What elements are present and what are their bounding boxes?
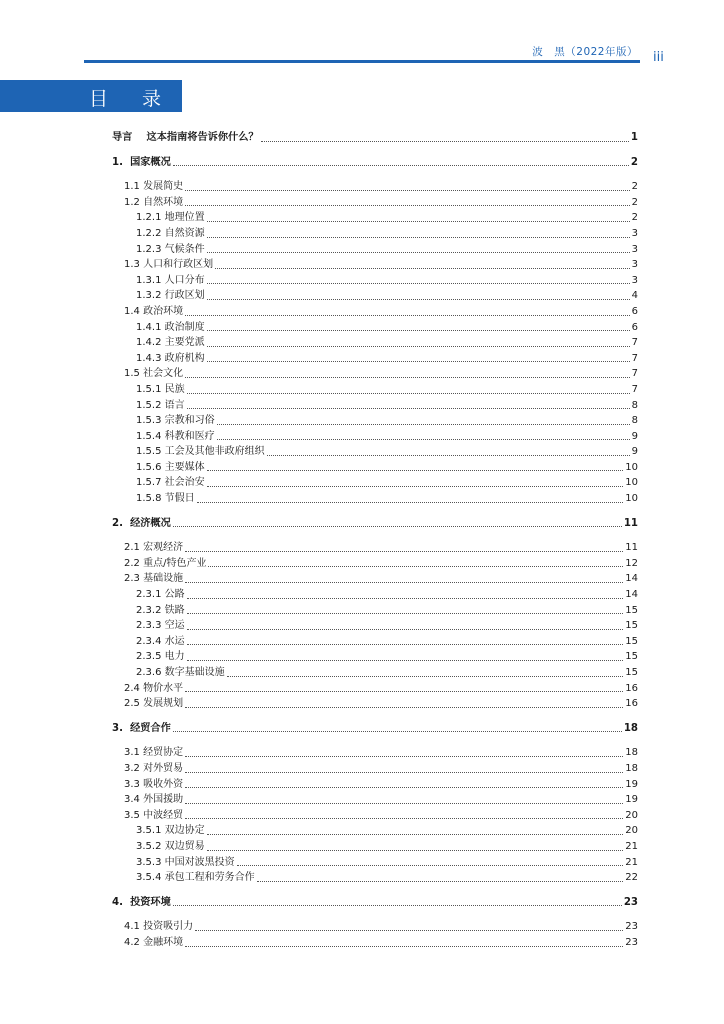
toc-entry-label: 政治环境 — [143, 305, 184, 317]
toc-entry-label: 社会文化 — [143, 368, 184, 380]
toc-entry-page: 14 — [625, 589, 638, 601]
toc-entry-page: 10 — [625, 477, 638, 489]
toc-entry-page: 19 — [625, 794, 638, 806]
toc-entry-label: 宏观经济 — [143, 542, 184, 554]
toc-entry-page: 9 — [631, 430, 638, 442]
toc-entry-page: 18 — [623, 722, 638, 734]
toc-entry-leader-dots — [187, 629, 624, 630]
toc-entry-label: 金融环境 — [143, 936, 184, 948]
toc-entry[interactable] — [112, 444, 638, 460]
table-of-contents — [112, 130, 638, 951]
toc-entry-page: 15 — [625, 667, 638, 678]
toc-entry-leader-dots — [215, 268, 630, 269]
toc-entry-leader-dots — [185, 946, 623, 947]
toc-entry-number: 2.3.3 — [136, 620, 165, 632]
toc-entry-page: 18 — [625, 762, 638, 774]
toc-entry-page: 4 — [631, 290, 638, 302]
toc-entry[interactable] — [112, 288, 638, 304]
toc-entry[interactable] — [112, 320, 638, 336]
toc-entry-number: 2.3.1 — [136, 589, 165, 601]
toc-entry-page: 3 — [631, 227, 638, 239]
toc-entry[interactable] — [112, 460, 638, 476]
toc-entry-label: 政府机构 — [164, 352, 205, 364]
toc-entry-number: 3. — [112, 722, 131, 734]
toc-entry-leader-dots — [173, 731, 622, 732]
toc-entry-number: 1.5 — [124, 368, 144, 380]
toc-entry-number: 2.1 — [124, 542, 144, 554]
header-rule — [84, 60, 640, 63]
toc-entry-page: 6 — [631, 305, 638, 317]
toc-entry-number: 2.3.5 — [136, 651, 165, 663]
toc-entry-leader-dots — [185, 818, 623, 819]
toc-entry[interactable] — [112, 603, 638, 619]
toc-entry-number: 1.2.1 — [136, 212, 165, 224]
toc-entry-leader-dots — [237, 865, 624, 866]
toc-entry[interactable] — [112, 745, 638, 761]
toc-entry-page: 9 — [631, 446, 638, 458]
toc-entry[interactable] — [112, 792, 638, 808]
toc-entry-label: 物价水平 — [143, 682, 184, 694]
toc-entry[interactable] — [112, 516, 638, 532]
toc-entry-number: 3.4 — [124, 794, 144, 806]
toc-entry-page: 16 — [625, 698, 638, 710]
toc-entry-label: 宗教和习俗 — [164, 415, 215, 427]
toc-entry-number: 4.2 — [124, 936, 144, 948]
toc-entry[interactable] — [112, 155, 638, 171]
toc-entry-leader-dots — [185, 691, 623, 692]
toc-entry-page: 2 — [630, 156, 638, 168]
toc-entry-number: 1.3.1 — [136, 274, 165, 286]
toc-entry-page: 15 — [625, 604, 638, 616]
toc-entry-label: 科教和医疗 — [164, 430, 215, 442]
toc-entry-page: 2 — [631, 196, 638, 208]
toc-entry-label: 节假日 — [164, 493, 195, 505]
toc-entry-leader-dots — [187, 408, 630, 409]
toc-entry-leader-dots — [185, 803, 623, 804]
toc-entry-leader-dots — [261, 141, 629, 142]
toc-entry-leader-dots — [267, 455, 630, 456]
toc-entry-label: 铁路 — [164, 604, 185, 616]
toc-entry-leader-dots — [207, 361, 630, 362]
toc-entry-leader-dots — [207, 299, 630, 300]
toc-entry-page: 18 — [625, 747, 638, 759]
toc-entry-page: 20 — [625, 825, 638, 837]
toc-entry-label: 经贸合作 — [130, 722, 171, 734]
toc-entry-label: 民族 — [164, 383, 185, 395]
toc-entry-page: 2 — [631, 181, 638, 193]
toc-entry-number: 1.2 — [124, 196, 144, 208]
toc-entry-label: 空运 — [164, 620, 185, 632]
toc-entry-label: 政治制度 — [164, 321, 205, 333]
toc-entry-label: 人口分布 — [164, 274, 205, 286]
toc-entry-number: 1.4.2 — [136, 337, 165, 349]
toc-entry-label: 双边协定 — [164, 825, 205, 837]
toc-entry-number: 1.3.2 — [136, 290, 165, 302]
toc-entry-label: 吸收外资 — [143, 778, 184, 790]
toc-entry-leader-dots — [217, 424, 630, 425]
toc-entry[interactable] — [112, 681, 638, 697]
toc-entry[interactable] — [112, 257, 638, 273]
toc-entry-page: 2 — [631, 212, 638, 224]
toc-entry-number: 1.5.4 — [136, 430, 165, 442]
toc-entry-leader-dots — [185, 377, 630, 378]
toc-entry[interactable] — [112, 618, 638, 634]
toc-entry[interactable] — [112, 895, 638, 911]
toc-entry[interactable] — [112, 571, 638, 587]
toc-entry-page: 11 — [625, 542, 638, 554]
toc-entry-page: 8 — [631, 415, 638, 427]
toc-entry-number: 1.5.3 — [136, 415, 165, 427]
toc-entry-page: 14 — [625, 573, 638, 585]
toc-entry-number: 2.2 — [124, 557, 144, 569]
toc-entry-leader-dots — [185, 190, 630, 191]
toc-entry-label: 承包工程和劳务合作 — [164, 872, 255, 884]
toc-entry[interactable] — [112, 649, 638, 665]
toc-entry[interactable] — [112, 870, 638, 886]
toc-entry-number: 1.1 — [124, 181, 144, 193]
toc-entry-leader-dots — [207, 834, 624, 835]
toc-entry[interactable] — [112, 665, 638, 681]
toc-entry-label: 基础设施 — [143, 573, 184, 585]
toc-entry-page: 15 — [625, 635, 638, 647]
toc-entry-label: 自然环境 — [143, 196, 184, 208]
toc-entry[interactable] — [112, 777, 638, 793]
toc-entry-leader-dots — [207, 486, 624, 487]
toc-entry[interactable] — [112, 273, 638, 289]
toc-entry-leader-dots — [207, 252, 630, 253]
toc-entry-number: 2. — [112, 517, 131, 529]
toc-entry-number: 1.5.6 — [136, 461, 165, 473]
toc-entry-page: 7 — [631, 368, 638, 380]
toc-entry-leader-dots — [217, 439, 630, 440]
toc-entry-number: 1. — [112, 156, 131, 168]
toc-entry-page: 19 — [625, 778, 638, 790]
toc-entry-page: 7 — [631, 383, 638, 395]
toc-entry-leader-dots — [207, 346, 630, 347]
toc-entry-label: 发展规划 — [143, 698, 184, 710]
toc-entry-label: 中国对波黑投资 — [164, 856, 235, 868]
toc-entry-label: 这本指南将告诉你什么？ — [135, 132, 259, 143]
toc-entry-number: 1.5.2 — [136, 399, 165, 411]
toc-entry-page: 23 — [625, 936, 638, 948]
toc-entry-leader-dots — [187, 644, 624, 645]
toc-entry[interactable] — [112, 195, 638, 211]
toc-entry-page: 10 — [625, 493, 638, 505]
toc-entry-label: 外国援助 — [143, 794, 184, 806]
toc-entry[interactable] — [112, 556, 638, 572]
toc-entry-page: 3 — [631, 243, 638, 255]
toc-entry[interactable] — [112, 721, 638, 737]
toc-entry-number: 3.3 — [124, 778, 144, 790]
toc-title: 目 录 — [89, 88, 176, 110]
toc-entry-page: 16 — [625, 682, 638, 694]
toc-entry[interactable] — [112, 839, 638, 855]
toc-entry-label: 地理位置 — [164, 212, 205, 224]
toc-entry-number: 1.5.7 — [136, 477, 165, 489]
toc-entry-label: 经济概况 — [130, 517, 171, 529]
toc-entry-page: 23 — [625, 921, 638, 933]
toc-entry[interactable] — [112, 634, 638, 650]
toc-entry[interactable] — [112, 475, 638, 491]
toc-entry-label: 工会及其他非政府组织 — [164, 446, 265, 458]
toc-entry[interactable] — [112, 382, 638, 398]
toc-entry-leader-dots — [227, 676, 624, 677]
toc-entry-page: 21 — [625, 856, 638, 868]
toc-entry[interactable] — [112, 855, 638, 871]
toc-entry[interactable] — [112, 761, 638, 777]
toc-entry-number: 2.3.2 — [136, 604, 165, 616]
toc-entry-leader-dots — [185, 315, 630, 316]
toc-entry-number: 1.4 — [124, 305, 144, 317]
toc-entry-number: 1.5.5 — [136, 446, 165, 458]
toc-entry[interactable] — [112, 429, 638, 445]
toc-entry-label: 行政区划 — [164, 290, 205, 302]
toc-entry[interactable] — [112, 304, 638, 320]
toc-entry-leader-dots — [207, 221, 630, 222]
toc-entry-page: 7 — [631, 337, 638, 349]
toc-entry-number: 2.3.4 — [136, 635, 165, 647]
toc-entry-number: 3.5.2 — [136, 840, 165, 852]
toc-entry-leader-dots — [173, 526, 622, 527]
toc-entry-leader-dots — [185, 551, 623, 552]
toc-entry-number: 1.4.3 — [136, 352, 165, 364]
toc-entry[interactable] — [112, 226, 638, 242]
toc-entry-leader-dots — [185, 582, 623, 583]
toc-entry[interactable] — [112, 696, 638, 712]
toc-entry-number: 2.3.6 — [136, 667, 165, 678]
toc-entry-leader-dots — [195, 930, 623, 931]
toc-entry-page: 23 — [623, 896, 638, 908]
toc-entry-leader-dots — [173, 165, 629, 166]
toc-entry-label: 水运 — [164, 635, 185, 647]
toc-entry[interactable] — [112, 491, 638, 507]
toc-entry-number: 1.2.3 — [136, 243, 165, 255]
toc-entry[interactable] — [112, 587, 638, 603]
toc-entry[interactable] — [112, 335, 638, 351]
toc-entry[interactable] — [112, 351, 638, 367]
toc-entry-leader-dots — [197, 502, 624, 503]
toc-entry-label: 经贸协定 — [143, 747, 184, 759]
toc-entry-label: 双边贸易 — [164, 840, 205, 852]
toc-entry-leader-dots — [185, 772, 623, 773]
toc-entry-leader-dots — [185, 756, 623, 757]
toc-entry-label: 重点/特色产业 — [143, 557, 207, 569]
toc-entry[interactable] — [112, 808, 638, 824]
toc-entry-label: 中波经贸 — [143, 809, 184, 821]
toc-entry-leader-dots — [185, 787, 623, 788]
toc-entry-page: 6 — [631, 321, 638, 333]
toc-entry-label: 主要媒体 — [164, 461, 205, 473]
toc-entry-label: 对外贸易 — [143, 762, 184, 774]
toc-entry-page: 3 — [631, 274, 638, 286]
toc-entry-page: 15 — [625, 620, 638, 632]
toc-entry-leader-dots — [207, 237, 630, 238]
toc-entry-number: 3.5.1 — [136, 825, 165, 837]
toc-entry-number: 3.5 — [124, 809, 144, 821]
toc-entry-leader-dots — [207, 283, 630, 284]
toc-entry-label: 发展简史 — [143, 181, 184, 193]
toc-entry-leader-dots — [173, 905, 622, 906]
toc-entry-number: 1.5.8 — [136, 493, 165, 505]
running-header-title: 波 黑（2022年版） — [532, 46, 638, 58]
toc-entry[interactable] — [112, 823, 638, 839]
toc-entry[interactable] — [112, 540, 638, 556]
toc-entry-number: 2.3 — [124, 573, 144, 585]
toc-entry-leader-dots — [185, 205, 630, 206]
toc-entry-leader-dots — [187, 598, 624, 599]
toc-entry-number: 导言 — [112, 132, 136, 143]
toc-entry-label: 国家概况 — [130, 156, 171, 168]
toc-entry-label: 语言 — [164, 399, 185, 411]
toc-entry-number: 3.2 — [124, 762, 144, 774]
toc-entry[interactable] — [112, 366, 638, 382]
toc-entry-number: 2.4 — [124, 682, 144, 694]
toc-entry-number: 2.5 — [124, 698, 144, 710]
toc-entry-page: 20 — [625, 809, 638, 821]
toc-entry-page: 15 — [625, 651, 638, 663]
toc-entry[interactable] — [112, 919, 638, 935]
toc-entry[interactable] — [112, 413, 638, 429]
toc-entry-page: 3 — [631, 259, 638, 271]
toc-entry-number: 4. — [112, 896, 131, 908]
toc-entry-label: 社会治安 — [164, 477, 205, 489]
toc-entry-leader-dots — [207, 850, 624, 851]
toc-entry-leader-dots — [257, 881, 624, 882]
toc-entry-label: 投资环境 — [130, 896, 171, 908]
toc-entry[interactable] — [112, 210, 638, 226]
toc-entry-number: 4.1 — [124, 921, 144, 933]
toc-entry-page: 21 — [625, 840, 638, 852]
toc-entry-label: 主要党派 — [164, 337, 205, 349]
toc-entry-number: 1.5.1 — [136, 383, 165, 395]
toc-entry-page: 1 — [630, 132, 638, 143]
toc-entry[interactable] — [112, 935, 638, 951]
toc-entry-leader-dots — [187, 660, 624, 661]
toc-entry-leader-dots — [208, 566, 623, 567]
page-number: iii — [653, 50, 664, 65]
toc-entry[interactable] — [112, 130, 638, 146]
toc-entry-number: 3.5.3 — [136, 856, 165, 868]
toc-entry-label: 投资吸引力 — [143, 921, 194, 933]
toc-entry-page: 11 — [623, 517, 638, 529]
toc-entry-leader-dots — [207, 330, 630, 331]
toc-entry-label: 自然资源 — [164, 227, 205, 239]
toc-entry-leader-dots — [187, 393, 630, 394]
toc-entry-label: 电力 — [164, 651, 185, 663]
toc-entry[interactable] — [112, 179, 638, 195]
toc-entry-number: 1.4.1 — [136, 321, 165, 333]
toc-entry-page: 22 — [625, 872, 638, 884]
toc-entry-label: 数字基础设施 — [164, 667, 225, 678]
toc-entry[interactable] — [112, 242, 638, 258]
toc-entry-label: 人口和行政区划 — [143, 259, 214, 271]
toc-entry-leader-dots — [187, 613, 624, 614]
toc-entry-number: 3.1 — [124, 747, 144, 759]
toc-entry-number: 3.5.4 — [136, 872, 165, 884]
toc-entry-leader-dots — [185, 707, 623, 708]
toc-entry-page: 10 — [625, 461, 638, 473]
toc-entry-page: 7 — [631, 352, 638, 364]
toc-entry-label: 气候条件 — [164, 243, 205, 255]
toc-entry-number: 1.2.2 — [136, 227, 165, 239]
toc-entry[interactable] — [112, 398, 638, 414]
toc-entry-page: 12 — [625, 557, 638, 569]
toc-entry-leader-dots — [207, 470, 624, 471]
toc-entry-label: 公路 — [164, 589, 185, 601]
toc-entry-number: 1.3 — [124, 259, 144, 271]
toc-entry-page: 8 — [631, 399, 638, 411]
